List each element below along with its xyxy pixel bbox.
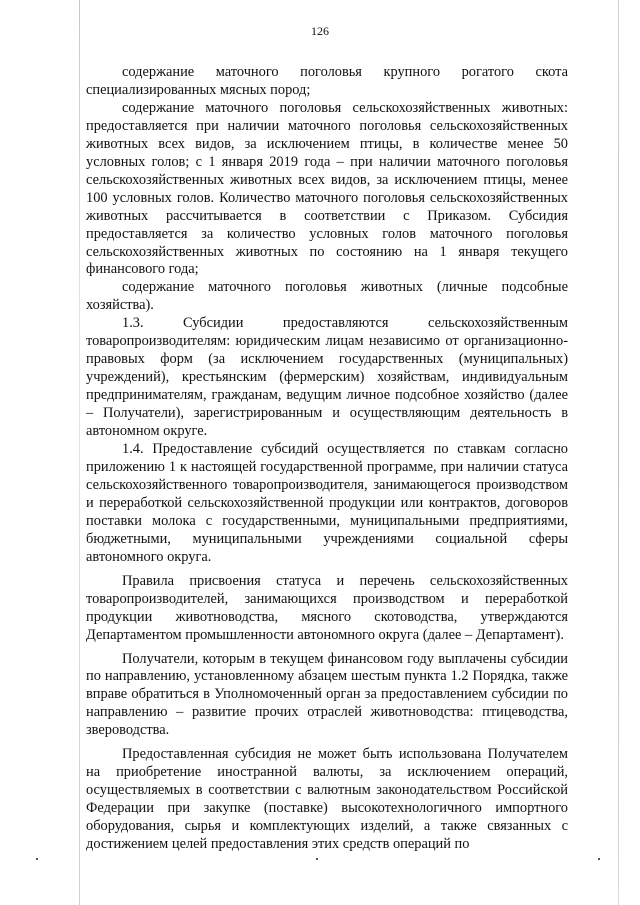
scan-speck <box>598 858 600 860</box>
paragraph-other-branches: Получатели, которым в текущем финансовом году выплачены субсидии по направлению, установленному абзацем шестым пункта 1.2 Порядка, также вправе обратиться в Уполномоченный орган за предоставлением субсидии по направлению – развитие прочих отраслей животноводства: птицеводства, звероводства. <box>86 650 568 739</box>
paragraph-1-3-recipients: 1.3. Субсидии предоставляются сельскохозяйственным товаропроизводителям: юридическим лицам независимо от организационно-правовых форм (за исключением государственных (муниципальных) учреждений), крестьянским (фермерским) хозяйствам, индивидуальным предпринимателям, гражданам, ведущим личное подсобное хозяйство (далее – Получатели), зарегистрированным и осуществляющим деятельность в автономном округе. <box>86 315 568 440</box>
paragraph-personal-farms: содержание маточного поголовья животных (личные подсобные хозяйства). <box>86 279 568 314</box>
document-body <box>86 64 568 854</box>
scan-speck <box>36 858 38 860</box>
paragraph-beef-cattle: содержание маточного поголовья крупного рогатого скота специализированных мясных пород; <box>86 64 568 98</box>
scan-edge-right <box>618 0 619 905</box>
paragraph-currency-restriction: Предоставленная субсидия не может быть использована Получателем на приобретение иностранной валюты, за исключением операций, осуществляемых в соответствии с валютным законодательством Российской Федерации при закупке (поставке) высокотехнологичного импортного оборудования, сырья и комплектующих изделий, а также связанных с достижением целей предоставления этих средств операций по <box>86 746 568 853</box>
paragraph-1-4-rates: 1.4. Предоставление субсидий осуществляется по ставкам согласно приложению 1 к настоящей государственной программе, при наличии статуса сельскохозяйственного товаропроизводителя, занимающегося производством и переработкой сельскохозяйственной продукции или контрактов, договоров поставки молока с государственными, муниципальными предприятиями, бюджетными, муниципальными учреждениями социальной сферы автономного округа. <box>86 441 568 565</box>
scan-edge-left <box>79 0 80 905</box>
paragraph-livestock-maintenance: содержание маточного поголовья сельскохозяйственных животных: предоставляется при наличии маточного поголовья сельскохозяйственных животных всех видов, за исключением птицы, в количестве менее 50 условных голов; с 1 января 2019 года – при наличии маточного поголовья сельскохозяйственных животных всех видов, за исключением птицы, менее 100 условных голов. Количество маточного поголовья сельскохозяйственных животных рассчитывается в соответствии с Приказом. Субсидия предоставляется за количество условных голов маточного поголовья сельскохозяйственных животных по состоянию на 1 января текущего финансового года; <box>86 99 568 278</box>
page-number: 126 <box>311 24 329 38</box>
scan-speck <box>316 858 318 860</box>
paragraph-status-rules: Правила присвоения статуса и перечень сельскохозяйственных товаропроизводителей, занимающихся производством и переработкой продукции животноводства, мясного скотоводства, утверждаются Департаментом промышленности автономного округа (далее – Департамент). <box>86 572 568 643</box>
